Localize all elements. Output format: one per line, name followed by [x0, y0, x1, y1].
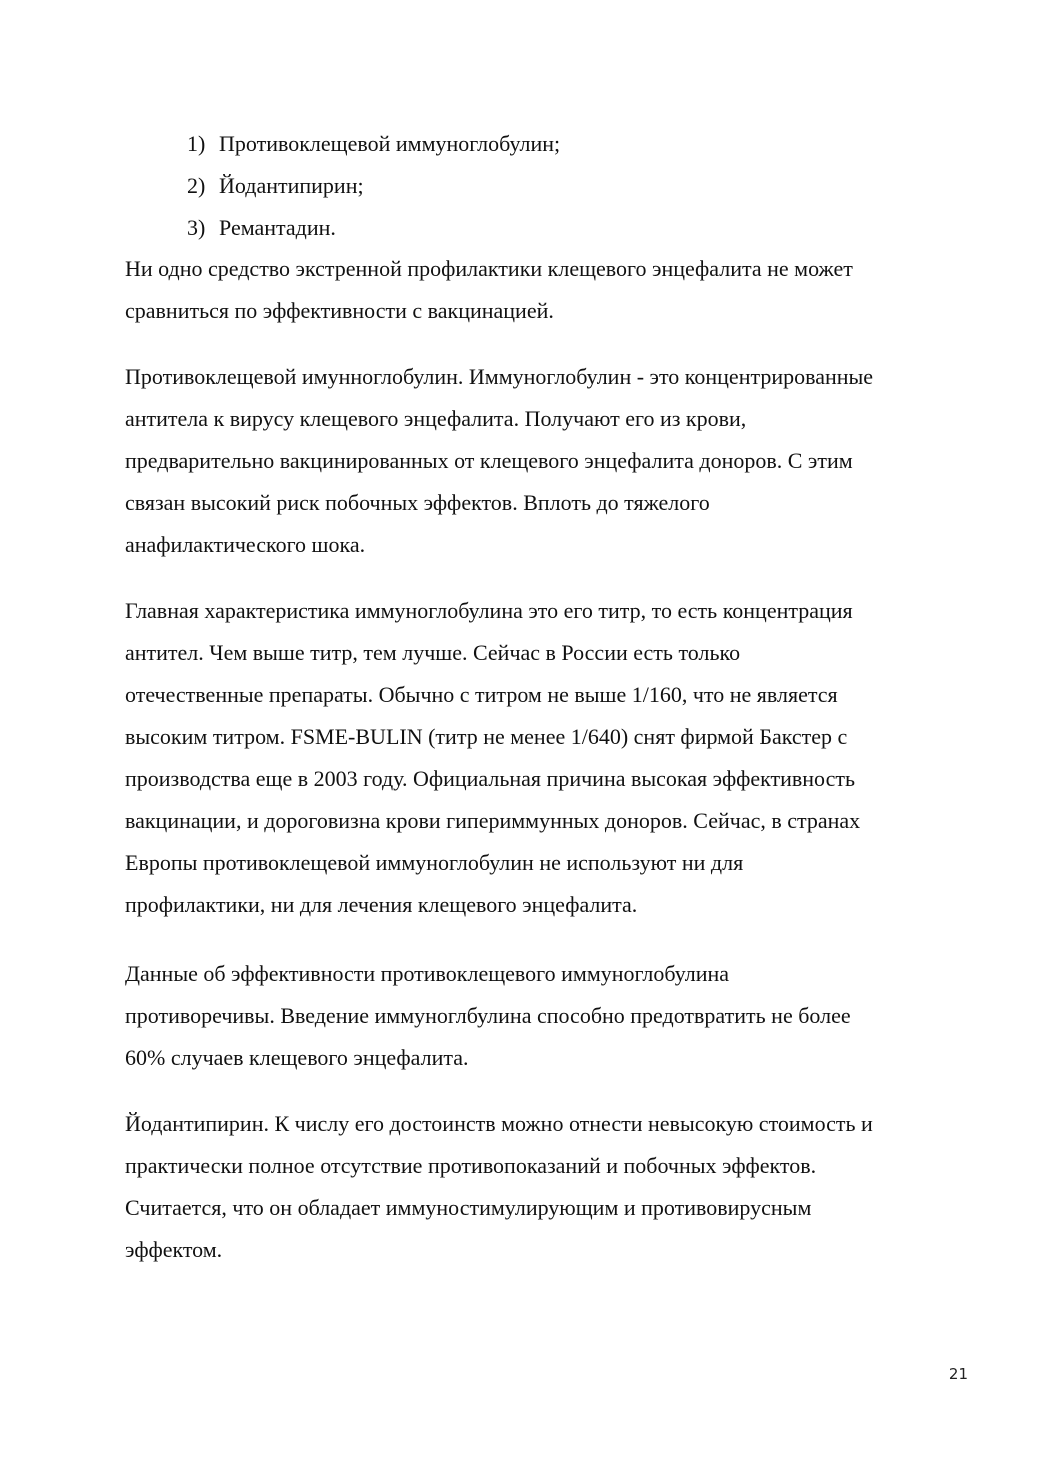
text-line: сравниться по эффективности с вакцинацией.: [125, 298, 554, 323]
list-item-number: 2): [187, 173, 206, 198]
text-line: производства еще в 2003 году. Официальная причина высокая эффективность: [125, 766, 856, 791]
paragraph-immunoglobulin: [125, 356, 985, 566]
text-line: отечественные препараты. Обычно с титром не выше 1/160, что не является: [125, 682, 838, 707]
text-line: высоким титром. FSME-BULIN (титр не менее 1/640) снят фирмой Бакстер с: [125, 724, 848, 749]
text-line: антител. Чем выше титр, тем лучше. Сейчас в России есть только: [125, 640, 741, 665]
text-line: Йодантипирин. К числу его достоинств можно отнести невысокую стоимость и: [125, 1111, 873, 1136]
list-item-number: 3): [187, 215, 206, 240]
text-line: Считается, что он обладает иммуностимулирующим и противовирусным: [125, 1195, 812, 1220]
text-line: практически полное отсутствие противопоказаний и побочных эффектов.: [125, 1153, 817, 1178]
text-line: 60% случаев клещевого энцефалита.: [125, 1045, 469, 1070]
paragraph-vaccination-comparison: [125, 248, 985, 332]
list-item: [187, 207, 560, 249]
text-line: Ни одно средство экстренной профилактики клещевого энцефалита не может: [125, 256, 853, 281]
text-line: связан высокий риск побочных эффектов. Вплоть до тяжелого: [125, 490, 710, 515]
list-item: [187, 165, 560, 207]
text-line: предварительно вакцинированных от клещевого энцефалита доноров. С этим: [125, 448, 853, 473]
text-line: профилактики, ни для лечения клещевого энцефалита.: [125, 892, 638, 917]
text-line: Противоклещевой имунноглобулин. Иммуноглобулин - это концентрированные: [125, 364, 874, 389]
paragraph-titer: [125, 590, 985, 926]
text-line: эффектом.: [125, 1237, 223, 1262]
list-item-text: Йодантипирин;: [219, 173, 364, 198]
list-item: [187, 123, 560, 165]
text-line: вакцинации, и дороговизна крови гипериммунных доноров. Сейчас, в странах: [125, 808, 861, 833]
text-line: противоречивы. Введение иммуноглбулина способно предотвратить не более: [125, 1003, 851, 1028]
text-line: Данные об эффективности противоклещевого иммуноглобулина: [125, 961, 730, 986]
drug-list: [187, 123, 560, 249]
text-line: анафилактического шока.: [125, 532, 366, 557]
list-item-number: 1): [187, 131, 206, 156]
text-line: Главная характеристика иммуноглобулина это его титр, то есть концентрация: [125, 598, 853, 623]
text-line: антитела к вирусу клещевого энцефалита. Получают его из крови,: [125, 406, 747, 431]
paragraph-iodantipyrin: [125, 1103, 985, 1271]
list-item-text: Ремантадин.: [219, 215, 336, 240]
list-item-text: Противоклещевой иммуноглобулин;: [219, 131, 561, 156]
text-line: Европы противоклещевой иммуноглобулин не используют ни для: [125, 850, 744, 875]
paragraph-effectiveness: [125, 953, 985, 1079]
page-number: 21: [948, 1365, 968, 1383]
